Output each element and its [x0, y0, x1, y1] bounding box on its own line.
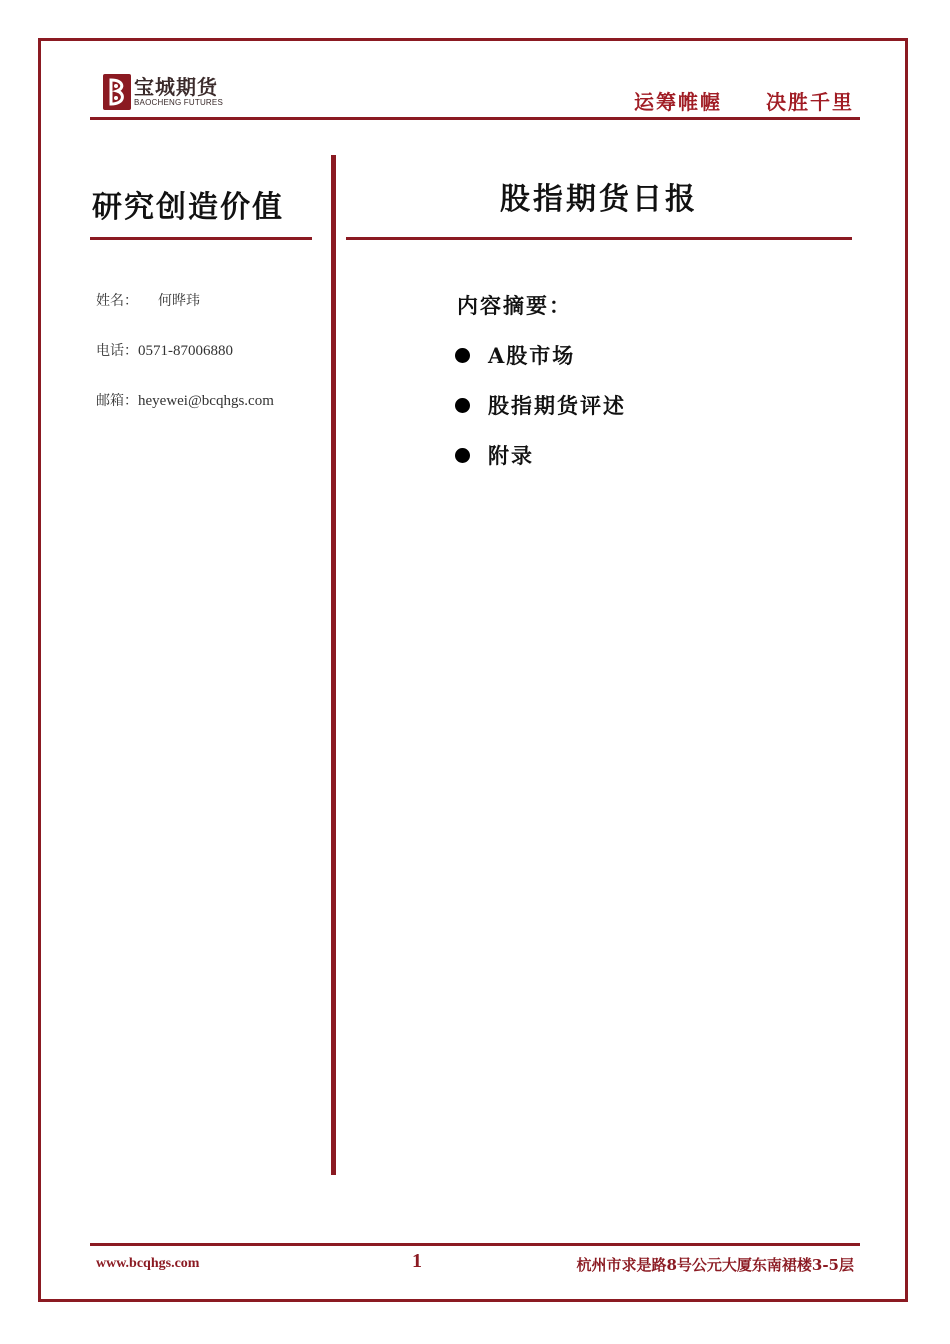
left-column-title: 研究创造价值 [92, 190, 284, 225]
summary-heading: 内容摘要： [457, 293, 572, 318]
author-name-row [96, 290, 200, 310]
right-title-rule [346, 237, 852, 240]
summary-item-label: 股指期货评述 [488, 393, 626, 418]
bullet-icon [455, 348, 470, 363]
footer-rule [90, 1243, 860, 1246]
report-title: 股指期货日报 [500, 182, 698, 217]
email-label: 邮箱： [96, 393, 138, 409]
slogan-left: 运筹帷幄 [634, 90, 722, 114]
phone-row [96, 340, 233, 360]
slogan [634, 86, 854, 115]
left-title-rule [90, 237, 312, 240]
phone-number: 0571-87006880 [138, 343, 233, 359]
bullet-icon [455, 398, 470, 413]
author-name: 何晔玮 [158, 293, 200, 309]
summary-item [455, 440, 534, 470]
phone-label: 电话： [96, 343, 138, 359]
summary-item-label: 附录 [488, 443, 534, 468]
page-border [38, 38, 908, 1302]
logo-chinese-name: 宝城期货 [134, 75, 218, 99]
footer-address: 杭州市求是路8号公元大厦东南裙楼3-5层 [576, 1256, 854, 1274]
page-number: 1 [412, 1250, 422, 1272]
email-address: heyewei@bcqhgs.com [138, 393, 274, 409]
bullet-icon [455, 448, 470, 463]
summary-item [455, 390, 626, 420]
header-rule [90, 117, 860, 120]
logo-english-name: BAOCHENG FUTURES [134, 98, 223, 107]
name-label: 姓名： [96, 293, 138, 309]
column-divider [331, 155, 336, 1175]
footer-website: www.bcqhgs.com [96, 1256, 200, 1271]
company-logo [103, 74, 223, 110]
summary-item [455, 340, 575, 370]
email-row [96, 390, 274, 410]
slogan-right: 决胜千里 [766, 90, 854, 114]
baocheng-logo-icon [103, 74, 131, 110]
summary-item-label: A股市场 [488, 343, 576, 368]
